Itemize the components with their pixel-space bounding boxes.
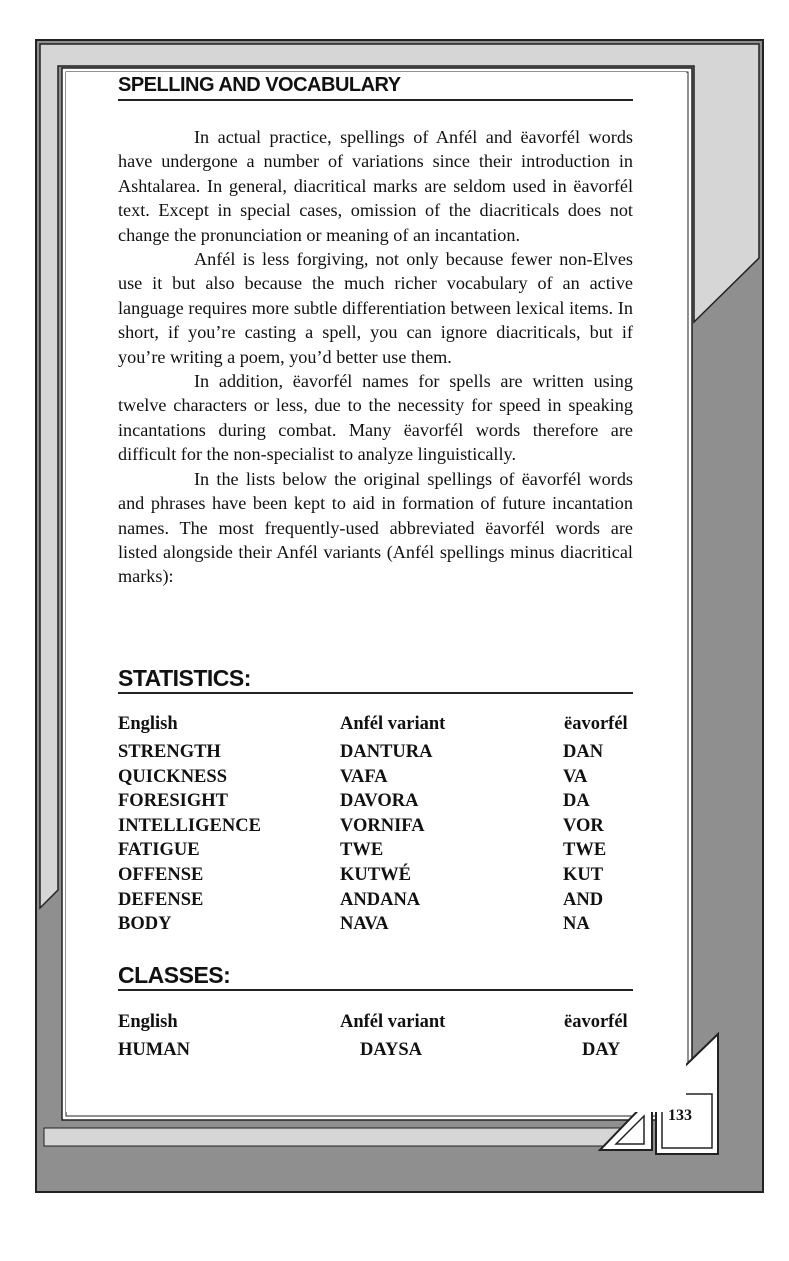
anfel-cell: DAVORA xyxy=(340,791,419,812)
classes-heading: CLASSES: xyxy=(118,962,633,991)
header-anfel-variant: Anfél variant xyxy=(340,714,446,734)
anfel-cell: TWE xyxy=(340,840,384,861)
table-header xyxy=(118,1012,633,1040)
table-row xyxy=(118,865,633,890)
table-row xyxy=(118,840,633,865)
eavorfel-cell: TWE xyxy=(563,840,607,861)
header-eavorfel: ëavorfél xyxy=(564,714,628,734)
table-row xyxy=(118,767,633,792)
spelling-body-text xyxy=(118,125,633,589)
header-eavorfel: ëavorfél xyxy=(564,1012,628,1032)
eavorfel-cell: DAY xyxy=(582,1040,621,1060)
english-cell: FORESIGHT xyxy=(118,791,228,812)
content-panel xyxy=(66,72,686,1112)
english-cell: HUMAN xyxy=(118,1040,190,1060)
table-header xyxy=(118,714,633,742)
table-row xyxy=(118,1040,633,1065)
english-cell: STRENGTH xyxy=(118,742,221,762)
eavorfel-cell: VOR xyxy=(563,815,604,836)
anfel-cell: VAFA xyxy=(340,766,388,787)
table-row xyxy=(118,791,633,816)
anfel-cell: NAVA xyxy=(340,914,389,935)
header-anfel-variant: Anfél variant xyxy=(340,1012,446,1032)
anfel-cell: DAYSA xyxy=(360,1040,423,1060)
table-row xyxy=(118,890,633,915)
eavorfel-cell: DAN xyxy=(563,742,604,762)
anfel-cell: DANTURA xyxy=(340,742,433,762)
statistics-table xyxy=(118,714,633,939)
table-row xyxy=(118,914,633,939)
statistics-heading: STATISTICS: xyxy=(118,665,633,694)
english-cell: DEFENSE xyxy=(118,889,204,910)
spelling-heading: SPELLING AND VOCABULARY xyxy=(118,74,633,101)
paragraph: Anfél is less forgiving, not only because fewer non-Elves use it but also because the much richer vocabulary of an active language requires more subtle differentiation between lexical items. In short, if you’re casting a spell, you can ignore diacriticals, but if you’re writing a poem, you’d better use them. xyxy=(118,249,633,367)
table-row xyxy=(118,816,633,841)
english-cell: INTELLIGENCE xyxy=(118,815,261,836)
header-english: English xyxy=(118,714,178,734)
paragraph: In actual practice, spellings of Anfél and ëavorfél words have undergone a number of variations since their introduction in Ashtalarea. In general, diacritical marks are seldom used in ëavorfél text. Except in special cases, omission of the diacriticals does not change the pronunciation or meaning of an incantation. xyxy=(118,127,633,245)
english-cell: BODY xyxy=(118,914,172,935)
paragraph: In addition, ëavorfél names for spells are written using twelve characters or less, due to the necessity for speed in speaking incantations during combat. Many ëavorfél words therefore are difficult for the non-specialist to analyze linguistically. xyxy=(118,371,633,465)
header-english: English xyxy=(118,1012,178,1032)
anfel-cell: KUTWÉ xyxy=(340,864,411,885)
anfel-cell: VORNIFA xyxy=(340,815,425,836)
eavorfel-cell: KUT xyxy=(563,864,604,885)
eavorfel-cell: NA xyxy=(563,914,590,935)
eavorfel-cell: VA xyxy=(563,766,588,787)
english-cell: QUICKNESS xyxy=(118,766,227,787)
english-cell: OFFENSE xyxy=(118,864,204,885)
classes-table xyxy=(118,1012,633,1065)
anfel-cell: ANDANA xyxy=(340,889,421,910)
eavorfel-cell: DA xyxy=(563,791,590,812)
paragraph: In the lists below the original spellings of ëavorfél words and phrases have been kept to aid in formation of future incantation names. The most frequently-used abbreviated ëavorfél words are listed alongside their Anfél variants (Anfél spellings minus diacritical marks): xyxy=(118,468,633,587)
eavorfel-cell: AND xyxy=(563,889,604,910)
table-row xyxy=(118,742,633,767)
page-number: 133 xyxy=(668,1107,692,1124)
english-cell: FATIGUE xyxy=(118,840,200,861)
